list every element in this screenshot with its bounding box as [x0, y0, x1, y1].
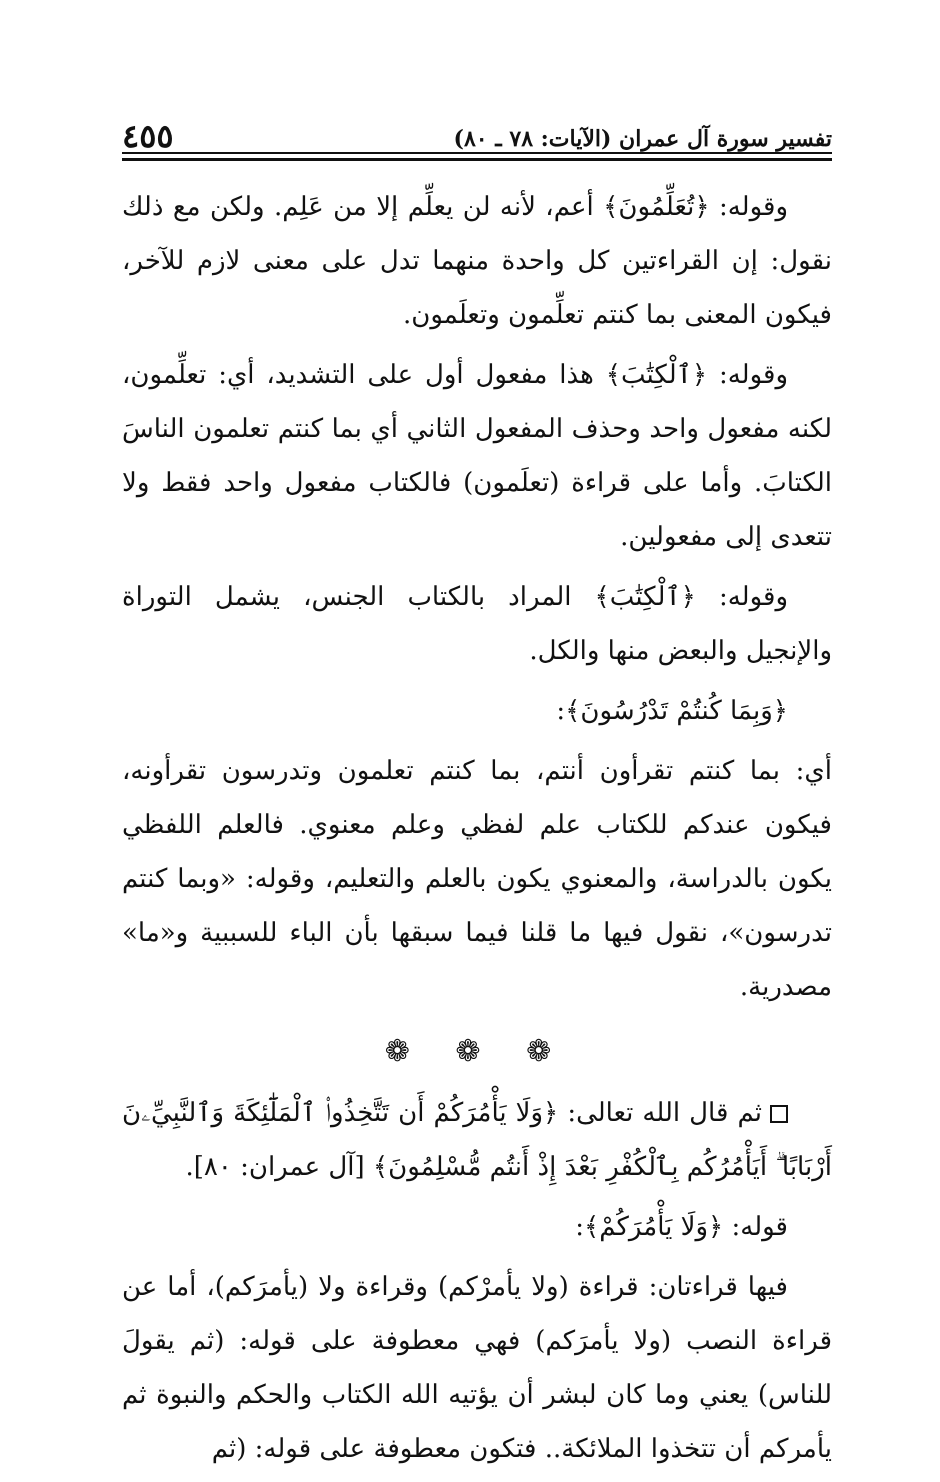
paragraph-1: وقوله: ﴿تُعَلِّمُونَ﴾ أعم، لأنه لن يعلِّم إلا من عَلِم. ولكن مع ذلك نقول: إن القراءتين كل واحدة منهما تدل على معنى لازم للآخر، فيكون المعنى بما كنتم تعلِّمون وتعلَمون.: [122, 192, 832, 330]
page-header: [122, 108, 832, 154]
running-title: تفسير سورة آل عمران (الآيات: ٧٨ ـ ٨٠): [453, 126, 832, 152]
paragraph-3: وقوله: ﴿ٱلْكِتَٰبَ﴾ المراد بالكتاب الجنس، يشمل التوراة والإنجيل والبعض منها والكل.: [122, 582, 832, 666]
square-bullet-icon: [770, 1105, 788, 1123]
paragraph-2: وقوله: ﴿ٱلْكِتَٰبَ﴾ هذا مفعول أول على التشديد، أي: تعلِّمون، لكنه مفعول واحد وحذف المفعول الثاني أي بما كنتم تعلمون الناسَ الكتابَ. وأما على قراءة (تعلَمون) فالكتاب مفعول واحد فقط ولا تتعدى إلى مفعولين.: [122, 360, 832, 552]
verse-heading-tadrusun: ﴿وَبِمَا كُنتُمْ تَدْرُسُونَ﴾:: [556, 696, 788, 726]
paragraph-5: أي: بما كنتم تقرأون أنتم، بما كنتم تعلمون وتدرسون تقرأونه، فيكون عندكم للكتاب علم لفظي وعلم معنوي. فالعلم اللفظي يكون بالدراسة، والمعنوي يكون بالعلم والتعليم، وقوله: «وبما كنتم تدرسون»، نقول فيها ما قلنا فيما سبقها بأن الباء للسببية و«ما» مصدرية.: [122, 756, 832, 1002]
section-divider-stars: ❁ ❁ ❁: [384, 1034, 570, 1069]
page-number: ٤٥٥: [122, 117, 174, 155]
verse-paragraph: [122, 1086, 832, 1194]
page-body: [122, 180, 832, 1482]
header-rule-thin: [122, 152, 832, 154]
paragraph-8: فيها قراءتان: قراءة (ولا يأمرْكم) وقراءة ولا (يأمرَكم)، أما عن قراءة النصب (ولا يأمرَكم) فهي معطوفة على قوله: (ثم يقولَ للناس) يعني وما كان لبشر أن يؤتيه الله الكتاب والحكم والنبوة ثم يأمركم أن تتخذوا الملائكة.. فتكون معطوفة على قوله: (ثم: [122, 1272, 832, 1464]
header-rule-thick: [122, 158, 832, 161]
verse-heading-la-yamurakum: قوله: ﴿وَلَا يَأْمُرَكُمْ﴾:: [575, 1212, 788, 1242]
verse-text: ثم قال الله تعالى: ﴿وَلَا يَأْمُرَكُمْ أَن تَتَّخِذُوا۟ ٱلْمَلَٰٓئِكَةَ وَٱلنَّبِيِّۦنَ أَرْبَابًا ۗ أَيَأْمُرُكُم بِٱلْكُفْرِ بَعْدَ إِذْ أَنتُم مُّسْلِمُونَ﴾ [آل عمران: ٨٠].: [122, 1098, 832, 1182]
